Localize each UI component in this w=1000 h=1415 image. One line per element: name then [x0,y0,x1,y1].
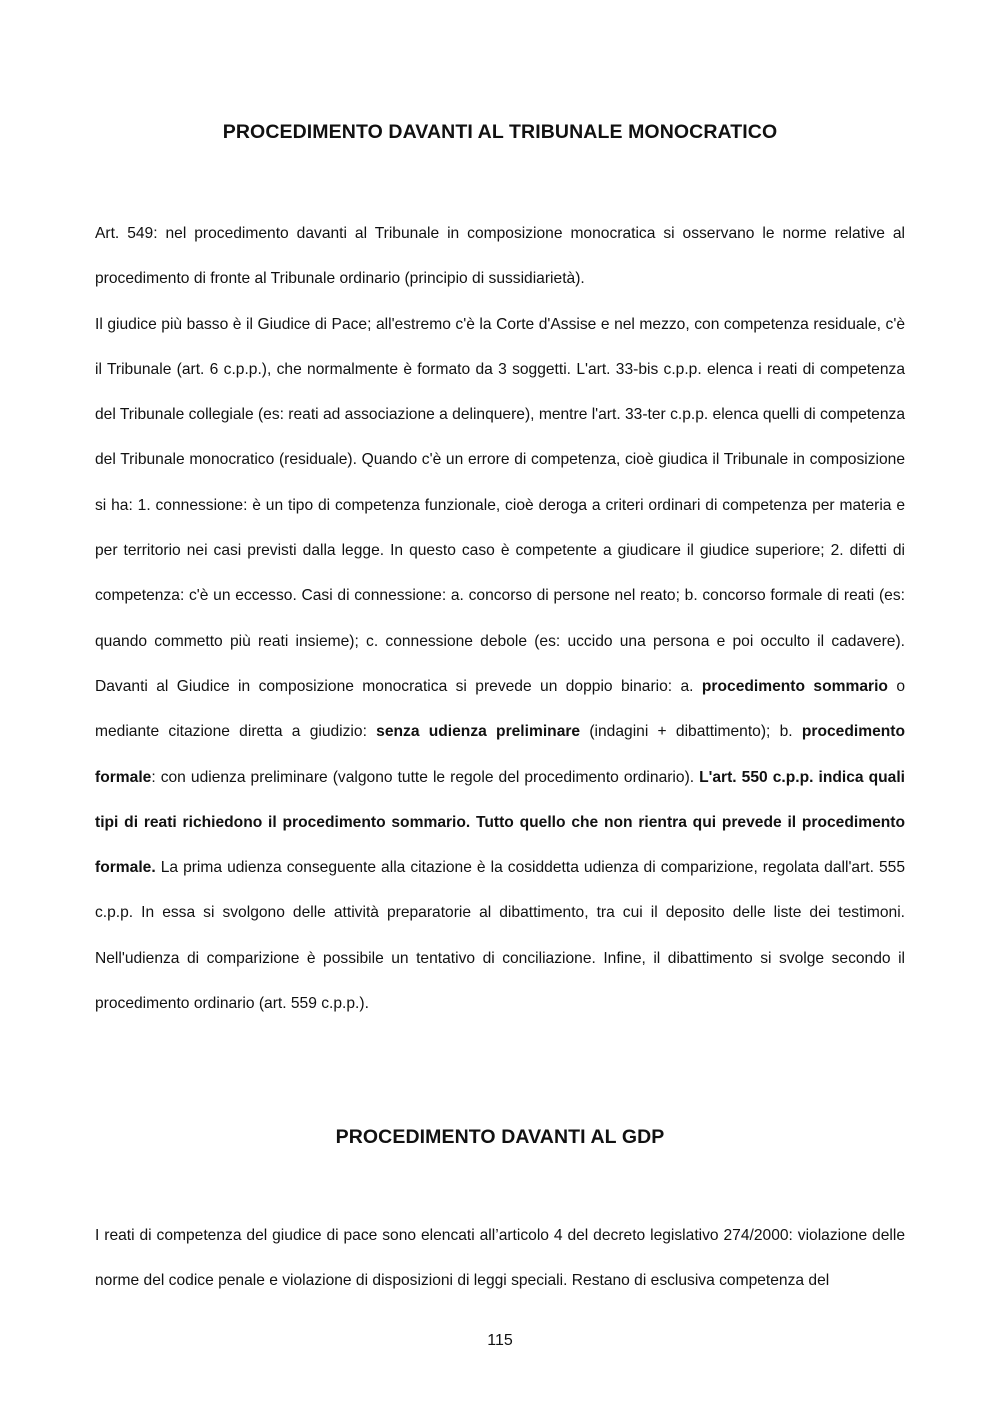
section-body-tribunale-monocratico [95,211,905,1026]
paragraph-text: o mediante citazione diretta a giudizio: [95,677,905,741]
paragraph-text: Il giudice più basso è il Giudice di Pace; all'estremo c'è la Corte d'Assise e nel mezzo, con competenza residuale, c'è il Tribunale (art. 6 c.p.p.), che normalmente è formato da 3 soggetti. L'art. 33-bis c.p.p. elenca i reati di competenza del Tribunale collegiale (es: reati ad associazione a delinquere), mentre l'art. 33-ter c.p.p. elenca quelli di competenza del Tribunale monocratico (residuale). Quando c'è un errore di competenza, cioè giudica il Tribunale in composizione si ha: 1. connessione: è un tipo di competenza funzionale, cioè deroga a criteri ordinari di competenza per materia e per territorio nei casi previsti dalla legge. In questo caso è competente a giudicare il giudice superiore; 2. difetti di competenza: c'è un eccesso. Casi di connessione: a. concorso di persone nel reato; b. concorso formale di reati (es: quando commetto più reati insieme); c. connessione debole (es: uccido una persona e poi occulto il cadavere). Davanti al Giudice in composizione monocratica si prevede un doppio binario: a. [95,315,905,695]
paragraph-text: La prima udienza conseguente alla citazione è la cosiddetta udienza di comparizione, regolata dall'art. 555 c.p.p. In essa si svolgono delle attività preparatorie al dibattimento, tra cui il deposito delle liste dei testimoni. Nell'udienza di comparizione è possibile un tentativo di conciliazione. Infine, il dibattimento si svolge secondo il procedimento ordinario (art. 559 c.p.p.). [95,859,905,1013]
bold-term-procedimento-formale: procedimento formale [95,723,905,786]
bold-sentence-art-550: L'art. 550 c.p.p. indica quali tipi di reati richiedono il procedimento sommario. Tutto quello che non rientra qui prevede il procedimento formale. [95,768,905,877]
paragraph-text: : con udienza preliminare (valgono tutte le regole del procedimento ordinario). [151,768,700,786]
bold-term-procedimento-sommario: procedimento sommario [701,677,888,695]
section-title-tribunale-monocratico: PROCEDIMENTO DAVANTI AL TRIBUNALE MONOCRATICO [222,121,778,143]
paragraph-art-549: Art. 549: nel procedimento davanti al Tribunale in composizione monocratica si osservano le norme relative al procedimento di fronte al Tribunale ordinario (principio di sussidiarietà). [95,225,905,288]
paragraph-reati-gdp: I reati di competenza del giudice di pace sono elencati all’articolo 4 del decreto legislativo 274/2000: violazione delle norme del codice penale e violazione di disposizioni di leggi speciali. Restano di esclusiva competenza del [95,1227,905,1290]
bold-term-senza-udienza-preliminare: senza udienza preliminare [376,723,581,741]
paragraph-text: (indagini + dibattimento); b. [580,723,802,741]
page-number: 115 [487,1332,513,1349]
section-title-gdp: PROCEDIMENTO DAVANTI AL GDP [335,1126,665,1148]
paragraph-competenza [95,302,905,1027]
section-body-gdp [95,1213,905,1304]
